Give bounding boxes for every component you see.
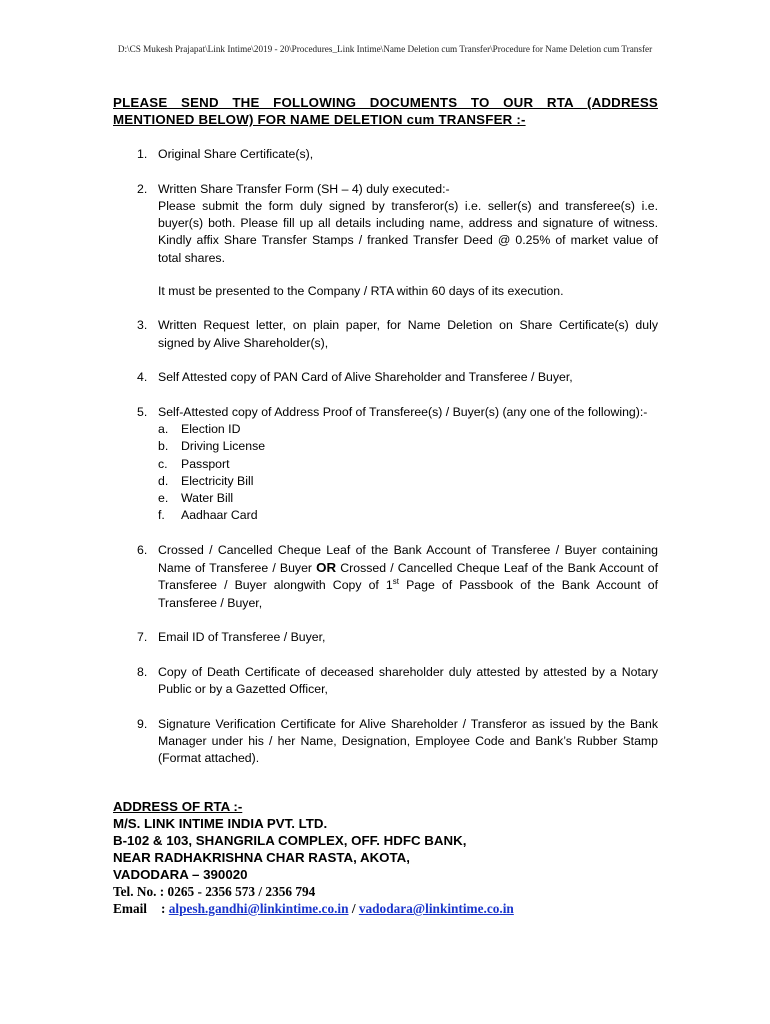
item-number: 9. xyxy=(137,716,148,731)
list-item xyxy=(113,404,658,524)
list-item xyxy=(113,369,658,386)
email-link-vadodara[interactable]: vadodara@linkintime.co.in xyxy=(358,901,514,916)
email-label: Email xyxy=(113,901,147,916)
email-row xyxy=(113,900,673,917)
item-text: Self Attested copy of PAN Card of Alive Shareholder and Transferee / Buyer, xyxy=(158,370,573,385)
list-item xyxy=(113,716,658,768)
email-separator: : xyxy=(161,901,166,916)
sublist-letter: e. xyxy=(158,491,169,506)
sublist-text: Election ID xyxy=(181,422,241,437)
sublist-item xyxy=(158,490,658,507)
item-text: Written Request letter, on plain paper, for Name Deletion on Share Certificate(s) duly signed by Alive Shareholder(s), xyxy=(158,318,658,350)
sublist-item xyxy=(158,473,658,490)
sublist-text: Passport xyxy=(181,456,230,471)
list-item xyxy=(113,181,658,300)
item-text-part2: Crossed / Cancelled Cheque Leaf of the Bank Account of Transferee / Buyer alongwith Copy of 1 xyxy=(158,561,658,593)
list-item xyxy=(113,664,658,698)
item-text: Signature Verification Certificate for Alive Shareholder / Transferor as issued by the Bank Manager under his / her Name, Designation, Employee Code and Bank’s Rubber Stamp (Format attached). xyxy=(158,716,658,766)
item-note: It must be presented to the Company / RTA within 60 days of its execution. xyxy=(158,283,564,298)
item-text: Self-Attested copy of Address Proof of Transferee(s) / Buyer(s) (any one of the following):- xyxy=(158,405,648,420)
item-number: 8. xyxy=(137,664,148,679)
sublist-text: Driving License xyxy=(181,439,266,454)
ordinal-superscript: st xyxy=(392,577,399,587)
list-item xyxy=(113,629,658,646)
address-proof-sublist xyxy=(158,421,658,524)
address-city: VADODARA – 390020 xyxy=(113,867,248,882)
list-item xyxy=(113,317,658,351)
or-emphasis: OR xyxy=(316,560,337,576)
address-title: ADDRESS OF RTA :- xyxy=(113,799,243,814)
sublist-text: Water Bill xyxy=(181,491,234,506)
sublist-letter: f. xyxy=(158,508,165,523)
page-heading: PLEASE SEND THE FOLLOWING DOCUMENTS TO OUR RTA (ADDRESS MENTIONED BELOW) FOR NAME DELETION cum TRANSFER :- xyxy=(113,95,658,127)
company-name: M/S. LINK INTIME INDIA PVT. LTD. xyxy=(113,816,328,831)
item-number: 6. xyxy=(137,542,148,557)
email-link-alpesh[interactable]: alpesh.gandhi@linkintime.co.in xyxy=(168,901,349,916)
item-text-part3: Page of Passbook of the Bank Account of Transferee / Buyer, xyxy=(158,578,658,610)
item-text: Copy of Death Certificate of deceased shareholder duly attested by attested by a Notary Public or by a Gazetted Officer, xyxy=(158,664,658,697)
sublist-letter: c. xyxy=(158,456,168,471)
email-join: / xyxy=(348,901,359,916)
sublist-text: Electricity Bill xyxy=(181,473,254,488)
sublist-item xyxy=(158,456,658,473)
sublist-item xyxy=(158,507,658,524)
document-list xyxy=(113,146,658,785)
sublist-letter: b. xyxy=(158,439,169,454)
item-number: 7. xyxy=(137,630,148,645)
sublist-text: Aadhaar Card xyxy=(181,508,258,523)
address-line: NEAR RADHAKRISHNA CHAR RASTA, AKOTA, xyxy=(113,850,410,865)
address-line: B-102 & 103, SHANGRILA COMPLEX, OFF. HDFC BANK, xyxy=(113,833,467,848)
item-number: 2. xyxy=(137,181,148,196)
sublist-letter: d. xyxy=(158,473,169,488)
item-number: 5. xyxy=(137,405,148,420)
sublist-letter: a. xyxy=(158,422,169,437)
telephone-numbers: Tel. No. : 0265 - 2356 573 / 2356 794 xyxy=(113,884,316,899)
item-text xyxy=(158,542,658,612)
sublist-item xyxy=(158,421,658,438)
item-text: Written Share Transfer Form (SH – 4) duly executed:- xyxy=(158,181,450,196)
item-number: 3. xyxy=(137,318,148,333)
item-number: 1. xyxy=(137,147,148,161)
file-path-header: D:\CS Mukesh Prajapat\Link Intime\2019 - 20\Procedures_Link Intime\Name Deletion cum Transfer\Procedure for Name Deletion cum Transfer xyxy=(117,44,653,54)
sublist-item xyxy=(158,438,658,455)
item-text: Original Share Certificate(s), xyxy=(158,147,314,161)
item-text-part1: Crossed / Cancelled Cheque Leaf of the Bank Account of Transferee / Buyer containing Name of Transferee / Buyer xyxy=(158,542,658,576)
list-item xyxy=(113,146,658,163)
item-number: 4. xyxy=(137,370,148,385)
rta-address-block xyxy=(113,798,673,917)
item-text: Email ID of Transferee / Buyer, xyxy=(158,630,326,645)
item-detail: Please submit the form duly signed by transferor(s) i.e. seller(s) and transferee(s) i.e. buyer(s) both. Please fill up all details including name, address and signature of witness. Kindly affix Share Transfer Stamps / franked Transfer Deed @ 0.25% of market value of total shares. xyxy=(158,198,658,265)
list-item xyxy=(113,542,658,612)
